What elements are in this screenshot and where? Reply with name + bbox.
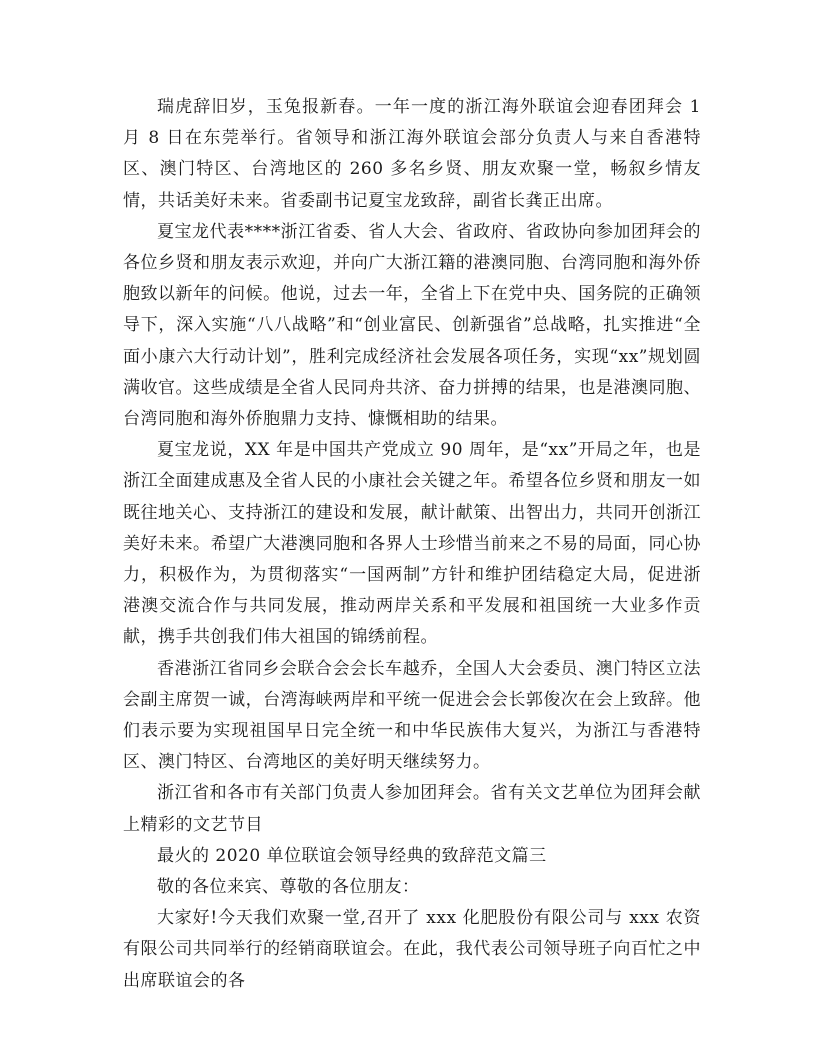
paragraph-1: 瑞虎辞旧岁，玉兔报新春。一年一度的浙江海外联谊会迎春团拜会 1 月 8 日在东莞举行。省领导和浙江海外联谊会部分负责人与来自香港特区、澳门特区、台湾地区的 260 多名乡贤、朋友欢聚一堂，畅叙乡情友情，共话美好未来。省委副书记夏宝龙致辞，副省长龚正出席。: [123, 97, 701, 211]
salutation: 敬的各位来宾、尊敬的各位朋友：: [157, 877, 420, 898]
section-heading: 最火的 2020 单位联谊会领导经典的致辞范文篇三: [157, 845, 547, 866]
paragraph-6: 大家好!今天我们欢聚一堂,召开了 xxx 化肥股份有限公司与 xxx 农资有限公司共同举行的经销商联谊会。在此，我代表公司领导班子向百忙之中出席联谊会的各: [123, 908, 701, 991]
document-body: [123, 92, 701, 997]
paragraph-3: 夏宝龙说，XX 年是中国共产党成立 90 周年，是“xx”开局之年，也是浙江全面建成惠及全省人民的小康社会关键之年。希望各位乡贤和朋友一如既往地关心、支持浙江的建设和发展，献计献策、出智出力，共同开创浙江美好未来。希望广大港澳同胞和各界人士珍惜当前来之不易的局面，同心协力，积极作为，为贯彻落实“一国两制”方针和维护团结稳定大局，促进浙港澳交流合作与共同发展，推动两岸关系和平发展和祖国统一大业多作贡献，携手共创我们伟大祖国的锦绣前程。: [123, 440, 701, 648]
paragraph-5: 浙江省和各市有关部门负责人参加团拜会。省有关文艺单位为团拜会献上精彩的文艺节目: [123, 783, 701, 835]
paragraph-4: 香港浙江省同乡会联合会会长车越乔，全国人大会委员、澳门特区立法会副主席贺一诚，台湾海峡两岸和平统一促进会会长郭俊次在会上致辞。他们表示要为实现祖国早日完全统一和中华民族伟大复兴，为浙江与香港特区、澳门特区、台湾地区的美好明天继续努力。: [123, 658, 701, 773]
paragraph-2: 夏宝龙代表****浙江省委、省人大会、省政府、省政协向参加团拜会的各位乡贤和朋友表示欢迎，并向广大浙江籍的港澳同胞、台湾同胞和海外侨胞致以新年的问候。他说，过去一年，全省上下在党中央、国务院的正确领导下，深入实施“八八战略”和“创业富民、创新强省”总战略，扎实推进“全面小康六大行动计划”，胜利完成经济社会发展各项任务，实现“xx”规划圆满收官。这些成绩是全省人民同舟共济、奋力拼搏的结果，也是港澳同胞、台湾同胞和海外侨胞鼎力支持、慷慨相助的结果。: [123, 221, 701, 430]
